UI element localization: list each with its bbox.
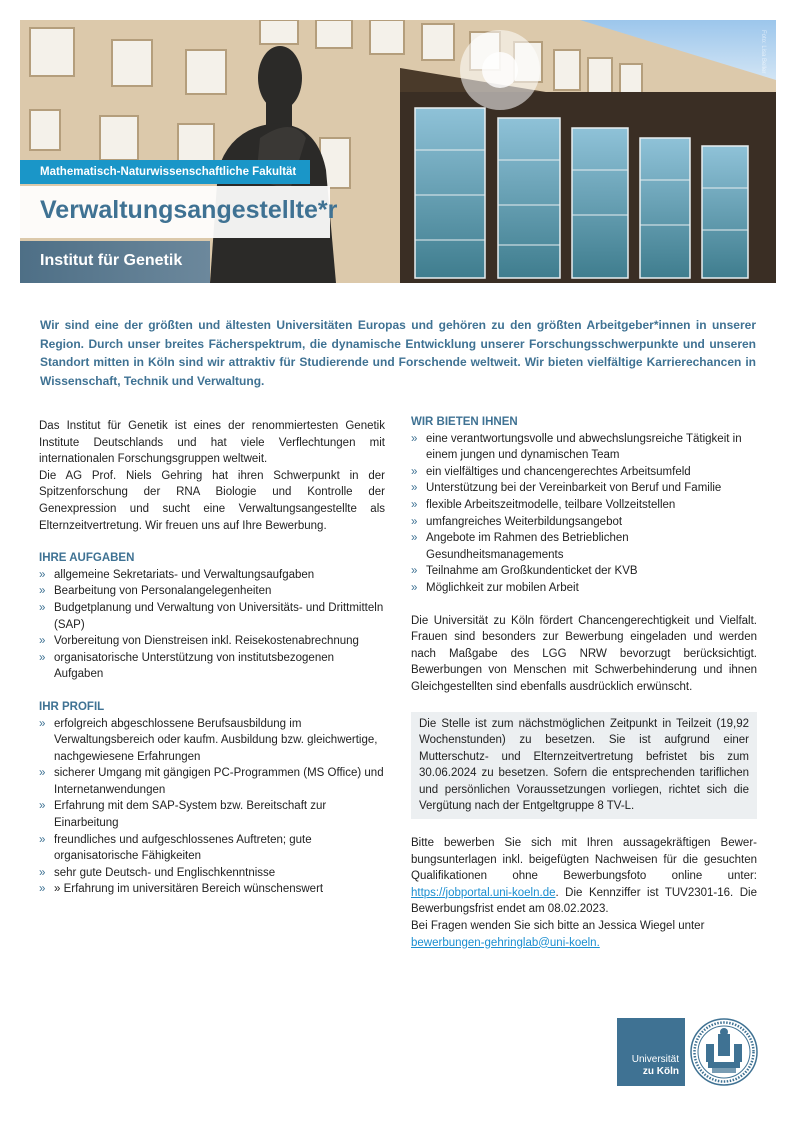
tasks-list [39, 567, 385, 683]
tasks-heading: IHRE AUFGABEN [39, 552, 135, 565]
about-paragraph-2: Die AG Prof. Niels Gehring hat ihren Schwerpunkt in der Spitzenforschung der RNA Biologie und Kontrolle der Genexpression und sucht eine Verwaltungsangestellte als Elternzeitvertretung. Wir freuen uns auf Ihre Bewerbung. [39, 469, 385, 532]
list-item: » erfolgreich abgeschlossene Berufsausbildung im Verwaltungsbereich oder kaufm. Ausbildung bzw. gleichwertige, nachgewiesene Erfahrungen [39, 716, 385, 766]
list-item: » sicherer Umgang mit gängigen PC-Programmen (MS Office) und Internetanwendungen [39, 765, 385, 798]
list-item: » umfangreiches Weiterbildungsangebot [411, 514, 757, 531]
offer-heading: WIR BIETEN IHNEN [411, 416, 518, 428]
intro-text: Wir sind eine der größten und ältesten Universitäten Europas und gehören zu den größten Arbeitgeber*innen in unserer Region. Durch unser breites Fächerspektrum, die dynamische Entwicklung unserer Forschungsschwerpunkte und unseren Standort mitten in Köln sind wir attraktiv für Studierende und Forschende weltweit. Wir bieten vielfältige Karrierechancen in Wissenschaft, Technik und Verwaltung. [40, 318, 756, 388]
list-item: » allgemeine Sekretariats- und Verwaltungsaufgaben [39, 567, 385, 584]
list-item: » Möglichkeit zur mobilen Arbeit [411, 580, 757, 597]
list-item: » Angebote im Rahmen des Betrieblichen Gesundheitsmanagements [411, 530, 757, 563]
institute-label: Institut für Genetik [40, 252, 183, 269]
university-logo [617, 1018, 685, 1086]
list-item: » Budgetplanung und Verwaltung von Universitäts- und Drittmitteln (SAP) [39, 600, 385, 633]
photo-credit: Foto: Lisa Beller [760, 30, 766, 74]
university-seal-icon [690, 1018, 758, 1086]
job-title: Verwaltungsangestellte*r [40, 196, 338, 224]
application-paragraph [411, 835, 757, 918]
application-text: Bitte bewerben Sie sich mit Ihren aussagekräftigen Bewerbungsunterlagen inkl. beigefügten Nachweisen für die gesuchten Qualifikationen ohne Bewerbungsfoto online unter: [411, 837, 757, 883]
jobportal-link[interactable]: https://jobportal.uni-koeln.de [411, 886, 556, 899]
list-item: » flexible Arbeitszeitmodelle, teilbare Vollzeitstellen [411, 497, 757, 514]
contact-email-link[interactable]: bewerbungen-gehringlab@uni-koeln. [411, 936, 600, 949]
list-item: » Bearbeitung von Personalangelegenheiten [39, 583, 385, 600]
contact-text: Bei Fragen wenden Sie sich bitte an Jessica Wiegel unter [411, 920, 705, 933]
list-item: » » Erfahrung im universitären Bereich wünschenswert [39, 881, 385, 898]
list-item: » Erfahrung mit dem SAP-System bzw. Bereitschaft zur Einarbeitung [39, 798, 385, 831]
title-box [20, 186, 338, 238]
list-item: » freundliches und aufgeschlossenes Auftreten; gute organisatorische Fähigkeiten [39, 832, 385, 865]
application-deadline-text: . Die Kennziffer ist TUV2301-16. Die Bewerbungsfrist endet am 08.02.2023. [411, 886, 757, 916]
logo-line-1: Universität [631, 1054, 679, 1065]
list-item: » eine verantwortungsvolle und abwechslungsreiche Tätigkeit in einem jungen und dynamischen Team [411, 431, 757, 464]
profile-list [39, 716, 385, 899]
faculty-label: Mathematisch-Naturwissenschaftliche Fakultät [20, 160, 310, 184]
logo-text [632, 1054, 679, 1078]
left-column [39, 418, 385, 898]
offer-list [411, 431, 757, 597]
position-notice: Die Stelle ist zum nächstmöglichen Zeitpunkt in Teilzeit (19,92 Wochenstunden) zu besetzen. Sie ist aufgrund einer Mutterschutz- und Elternzeitvertretung befristet bis zum 30.06.2024 zu besetzen. Sofern die entsprechenden tariflichen und persönlichen Voraussetzungen vorliegen, richtet sich die Vergütung nach der Entgeltgruppe 8 TV-L. [411, 712, 757, 820]
institute-bar [20, 241, 210, 283]
list-item: » organisatorische Unterstützung von institutsbezogenen Aufgaben [39, 650, 385, 683]
logo-line-2: zu Köln [642, 1066, 679, 1077]
list-item: » sehr gute Deutsch- und Englischkenntnisse [39, 865, 385, 882]
list-item: » Unterstützung bei der Vereinbarkeit von Beruf und Familie [411, 480, 757, 497]
right-column [411, 414, 757, 951]
contact-paragraph [411, 918, 757, 951]
profile-heading: IHR PROFIL [39, 700, 105, 713]
diversity-paragraph: Die Universität zu Köln fördert Chancengerechtigkeit und Vielfalt. Frauen sind besonders zur Bewerbung eingeladen und werden nach Maßgabe des LGG NRW bevorzugt berücksichtigt. Bewerbungen von Menschen mit Schwerbehinderung und ihnen Gleichgestellten sind ebenfalls ausdrücklich erwünscht. [411, 614, 757, 693]
list-item: » Vorbereitung von Dienstreisen inkl. Reisekostenabrechnung [39, 633, 385, 650]
list-item: » Teilnahme am Großkundenticket der KVB [411, 563, 757, 580]
list-item: » ein vielfältiges und chancengerechtes Arbeitsumfeld [411, 464, 757, 481]
about-paragraph-1: Das Institut für Genetik ist eines der renommiertesten Genetik Institute Deutschlands und hat viele Verflechtungen mit internationalen Forschungsgruppen weltweit. [39, 420, 385, 466]
